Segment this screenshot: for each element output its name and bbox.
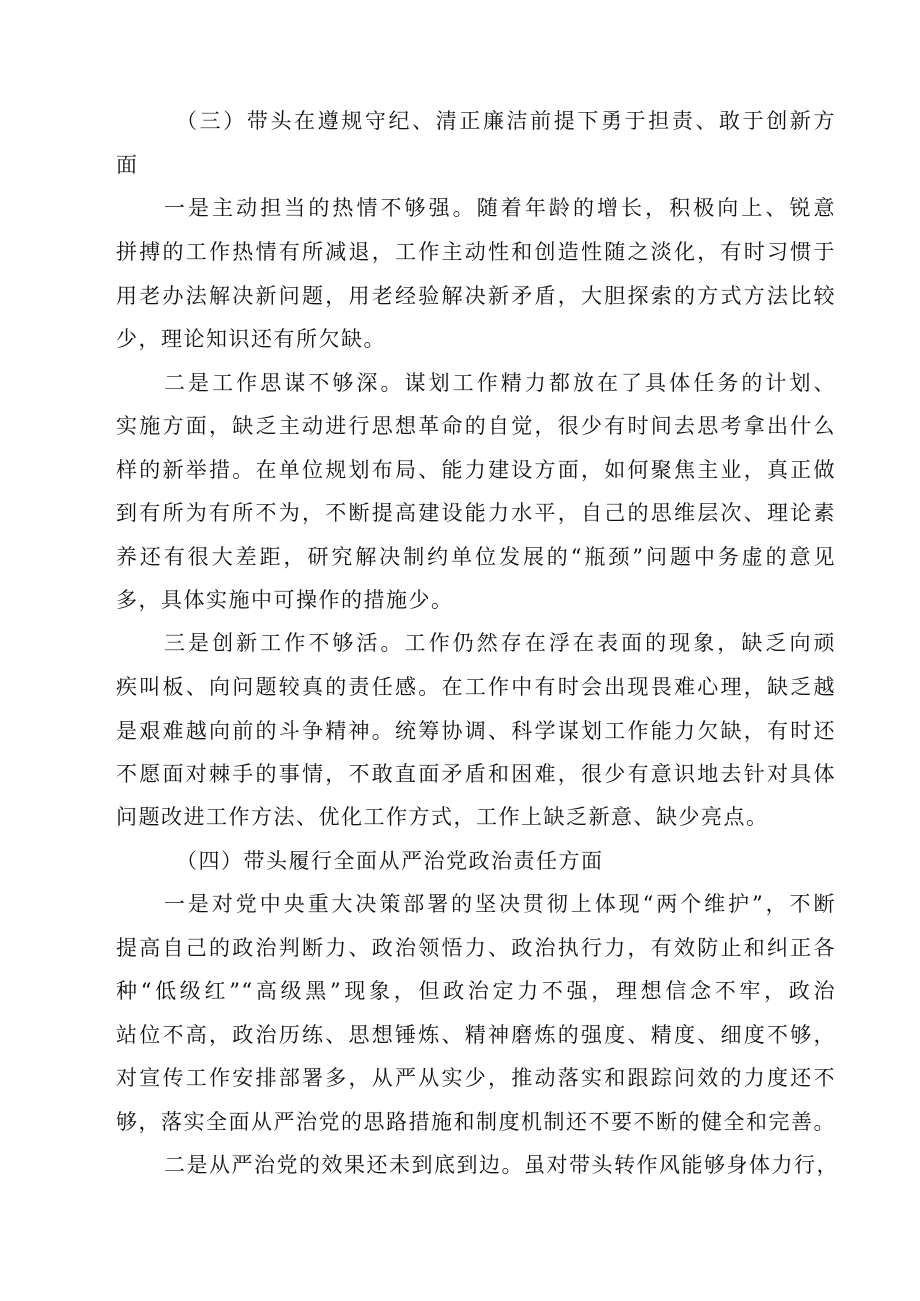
text-line: 面	[116, 153, 139, 177]
text-line: 不愿面对棘手的事情，不敢直面矛盾和困难，很少有意识地去针对具体	[116, 762, 836, 786]
section-heading-3: （三）带头在遵规守纪、清正廉洁前提下勇于担责、敢于创新方	[176, 109, 836, 133]
text-line: 多，具体实施中可操作的措施少。	[116, 588, 454, 612]
text-line: 二是工作思谋不够深。谋划工作精力都放在了具体任务的计划、	[164, 371, 836, 395]
text-line: 到有所为有所不为，不断提高建设能力水平，自己的思维层次、理论素	[116, 501, 836, 525]
text-line: 对宣传工作安排部署多，从严从实少，推动落实和跟踪问效的力度还不	[116, 1066, 836, 1090]
text-line: 够，落实全面从严治党的思路措施和制度机制还不要不断的健全和完善。	[116, 1110, 836, 1134]
text-line: 疾叫板、向问题较真的责任感。在工作中有时会出现畏难心理，缺乏越	[116, 675, 836, 699]
text-line: 养还有很大差距，研究解决制约单位发展的“瓶颈”问题中务虚的意见	[116, 545, 836, 569]
text-line: 问题改进工作方法、优化工作方式，工作上缺乏新意、缺少亮点。	[116, 805, 769, 829]
text-line: 拼搏的工作热情有所减退，工作主动性和创造性随之淡化，有时习惯于	[116, 240, 836, 264]
text-line: 实施方面，缺乏主动进行思想革命的自觉，很少有时间去思考拿出什么	[116, 414, 836, 438]
text-line: 提高自己的政治判断力、政治领悟力、政治执行力，有效防止和纠正各	[116, 936, 836, 960]
text-line: 站位不高，政治历练、思想锤炼、精神磨炼的强度、精度、细度不够，	[116, 1023, 836, 1047]
text-line: 种“低级红”“高级黑”现象，但政治定力不强，理想信念不牢，政治	[116, 979, 836, 1003]
text-line: 少，理论知识还有所欠缺。	[116, 327, 386, 351]
text-line: 三是创新工作不够活。工作仍然存在浮在表面的现象，缺乏向顽	[164, 631, 836, 655]
text-line: 样的新举措。在单位规划布局、能力建设方面，如何聚焦主业，真正做	[116, 458, 836, 482]
text-line: 二是从严治党的效果还未到底到边。虽对带头转作风能够身体力行，	[164, 1153, 839, 1177]
text-line: 用老办法解决新问题，用老经验解决新矛盾，大胆探索的方式方法比较	[116, 284, 836, 308]
text-line: 一是对党中央重大决策部署的坚决贯彻上体现“两个维护”，不断	[164, 892, 836, 916]
text-line: 是艰难越向前的斗争精神。统筹协调、科学谋划工作能力欠缺，有时还	[116, 719, 836, 743]
text-line: 一是主动担当的热情不够强。随着年龄的增长，积极向上、锐意	[164, 196, 836, 220]
section-heading-4: （四）带头履行全面从严治党政治责任方面	[176, 849, 604, 873]
